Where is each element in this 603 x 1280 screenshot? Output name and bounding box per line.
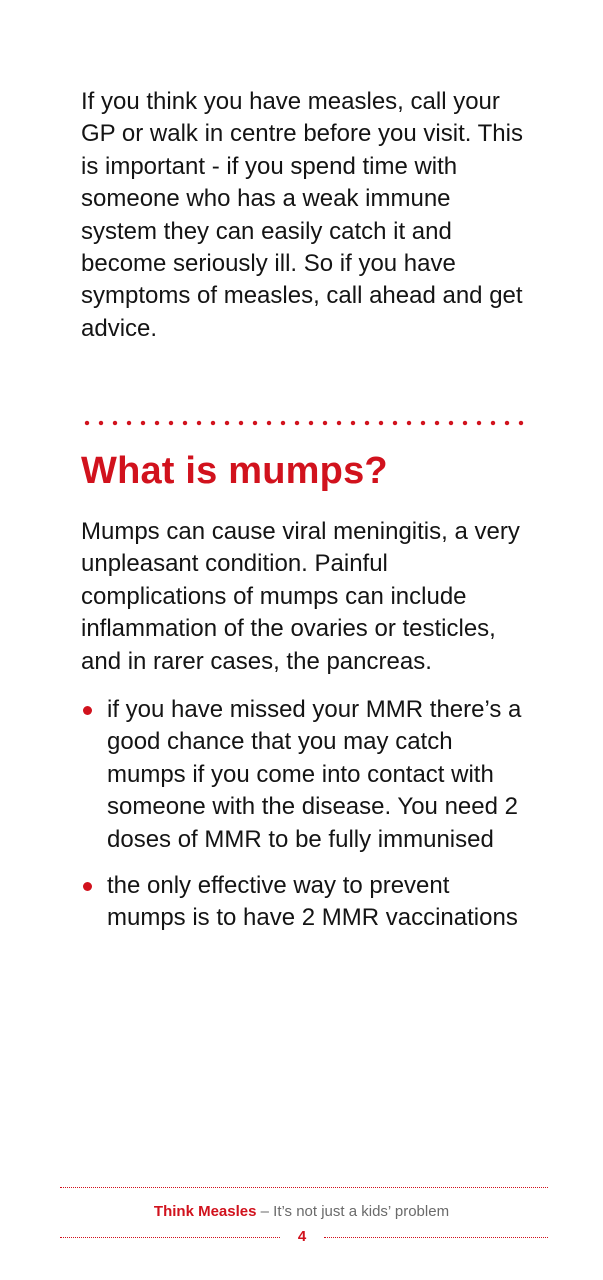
list-item [81, 870, 531, 935]
section-heading: What is mumps? [81, 450, 388, 492]
list-item [81, 694, 531, 856]
footer-tagline [0, 1201, 603, 1223]
bullet-text: if you have missed your MMR there’s a good chance that you may catch mumps if you come into contact with someone with the disease. You need 2 doses of MMR to be fully immunised [107, 696, 522, 853]
mumps-bullet-list [81, 694, 531, 949]
intro-paragraph: If you think you have measles, call your GP or walk in centre before you visit. This is important - if you spend time with someone who has a weak immune system they can easily catch it and become seriously ill. So if you have symptoms of measles, call ahead and get advice. [81, 88, 523, 342]
bullet-text: the only effective way to prevent mumps is to have 2 MMR vaccinations [107, 872, 518, 932]
footer-divider-top [60, 1187, 548, 1188]
bullet-dot-icon [83, 706, 92, 715]
footer-tagline-text: – It’s not just a kids’ problem [256, 1203, 450, 1220]
mumps-paragraph: Mumps can cause viral meningitis, a very unpleasant condition. Painful complications of mumps can include inflammation of the ovaries or testicles, and in rarer cases, the pancreas. [81, 518, 520, 675]
footer-divider-right [324, 1237, 548, 1238]
page-number: 4 [297, 1228, 307, 1245]
dotted-divider [80, 419, 525, 427]
footer-brand: Think Measles [153, 1203, 257, 1220]
bullet-dot-icon [83, 882, 92, 891]
footer-divider-left [60, 1237, 280, 1238]
